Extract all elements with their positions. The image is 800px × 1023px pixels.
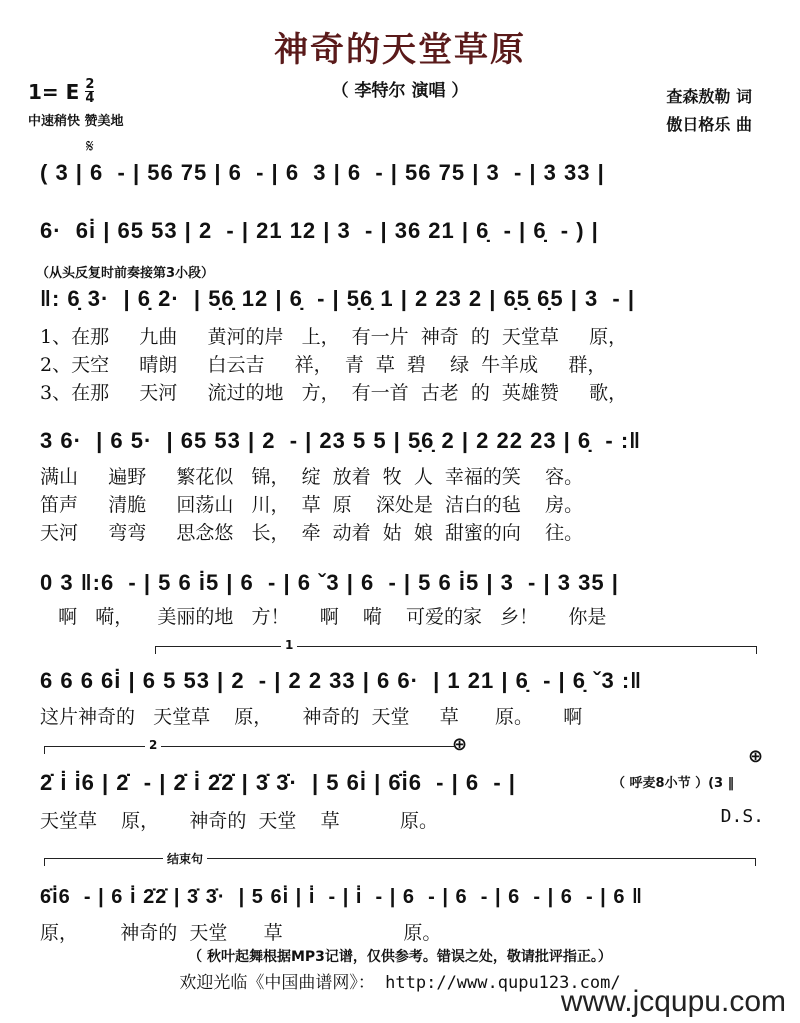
score-line-5: 0 3 ‖:6 - | 5 6 i̇5 | 6 - | 6 ˇ3 | 6 - | 5 6 i̇5 | 3 - | 3 35 | [40, 570, 619, 595]
ending-label: 结束句 [163, 850, 207, 867]
composer-credit: 傲日格乐 曲 [666, 115, 752, 134]
coda-icon: ⊕ [452, 734, 468, 755]
dal-segno-label: D.S. [720, 806, 764, 827]
lyrics-line-5: 啊 嗬， 美丽的地 方！ 啊 嗬 可爱的家 乡！ 你是 [40, 606, 607, 628]
score-line-6: 6 6 6 6i̇ | 6 5 53 | 2 - | 2 2 33 | 6 6· | 1 21 | 6̣ - | 6̣ ˇ3 :‖ [40, 668, 643, 693]
lyrics-line-3-verse-3: 3、在那 天河 流过的地 方， 有一首 古老 的 英雄赞 歌， [40, 382, 628, 404]
score-line-7: 2̇ i̇ i̇6 | 2̇ - | 2̇ i̇ 2̇2̇ | 3̇ 3̇· | 5 6i̇ | 6̇i̇6 - | 6 - | [40, 770, 516, 795]
score-line-8: 6̇i̇6 - | 6 i̇ 2̇2̇ | 3̇ 3̇· | 5 6i̇ | i̇ - | i̇ - | 6 - | 6 - | 6 - | 6 - | 6 ‖ [40, 886, 643, 908]
transcription-note: （ 秋叶起舞根据MP3记谱，仅供参考。错误之处，敬请批评指正。） [188, 949, 612, 965]
volta-1-bracket [155, 638, 757, 654]
song-title: 神奇的天堂草原 [274, 30, 526, 70]
lyrics-line-8: 原， 神奇的 天堂 草 原。 [40, 922, 442, 944]
lyricist-credit: 查森敖勒 词 [666, 87, 752, 106]
ending-bracket [44, 852, 756, 866]
lyrics-line-4-verse-3: 天河 弯弯 思念悠 长， 牵 动着 姑 娘 甜蜜的向 往。 [40, 522, 584, 544]
lyrics-line-3-verse-1: 1、在那 九曲 黄河的岸 上， 有一片 神奇 的 天堂草 原， [40, 326, 628, 348]
lyrics-line-4-verse-2: 笛声 清脆 回荡山 川， 草 原 深处是 洁白的毡 房。 [40, 494, 584, 516]
score-line-4: 3 6· | 6 5· | 65 53 | 2 - | 23 5 5 | 5̣6̣ 2 | 2 22 23 | 6̣ - :‖ [40, 428, 642, 453]
score-line-1: ( 3 | 6 - | 56 75 | 6 - | 6 3 | 6 - | 56 75 | 3 - | 3 33 | [40, 160, 605, 185]
volta-1-label: 1 [281, 638, 297, 652]
lyrics-line-7: 天堂草 原， 神奇的 天堂 草 原。 [40, 810, 438, 832]
score-line-3: ‖: 6̣ 3· | 6̣ 2· | 5̣6̣ 12 | 6̣ - | 5̣6̣ 1 | 2 23 2 | 6̣5̣ 6̣5 | 3 - | [40, 286, 636, 311]
score-line-2: 6· 6i̇ | 65 53 | 2 - | 21 12 | 3 - | 36 21 | 6̣ - | 6̣ - ) | [40, 218, 599, 243]
time-signature: $\frac{2}{4}$ [85, 77, 95, 106]
segno-icon: 𝄋 [86, 136, 94, 157]
coda-icon-end: ⊕ [748, 746, 764, 767]
tempo-marking: 中速稍快 赞美地 [28, 114, 124, 129]
lyrics-line-3-verse-2: 2、天空 晴朗 白云吉 祥， 青 草 碧 绿 牛羊成 群， [40, 354, 607, 376]
watermark: www.jcqupu.com [560, 985, 786, 1018]
humai-aside: （ 呼麦8小节 ）(3 ‖ [612, 776, 735, 791]
key-signature [28, 78, 94, 105]
key-label: 1= E [28, 79, 80, 104]
volta-2-label: 2 [145, 738, 161, 752]
repeat-note: （从头反复时前奏接第3小段） [36, 266, 215, 281]
welcome-link[interactable]: 欢迎光临《中国曲谱网》： http://www.qupu123.com/ [179, 973, 621, 993]
lyrics-line-6: 这片神奇的 天堂草 原， 神奇的 天堂 草 原。 啊 [40, 706, 583, 728]
volta-2-bracket [44, 738, 454, 754]
singer-credit: （ 李特尔 演唱 ） [331, 81, 469, 101]
lyrics-line-4-verse-1: 满山 遍野 繁花似 锦， 绽 放着 牧 人 幸福的笑 容。 [40, 466, 584, 488]
